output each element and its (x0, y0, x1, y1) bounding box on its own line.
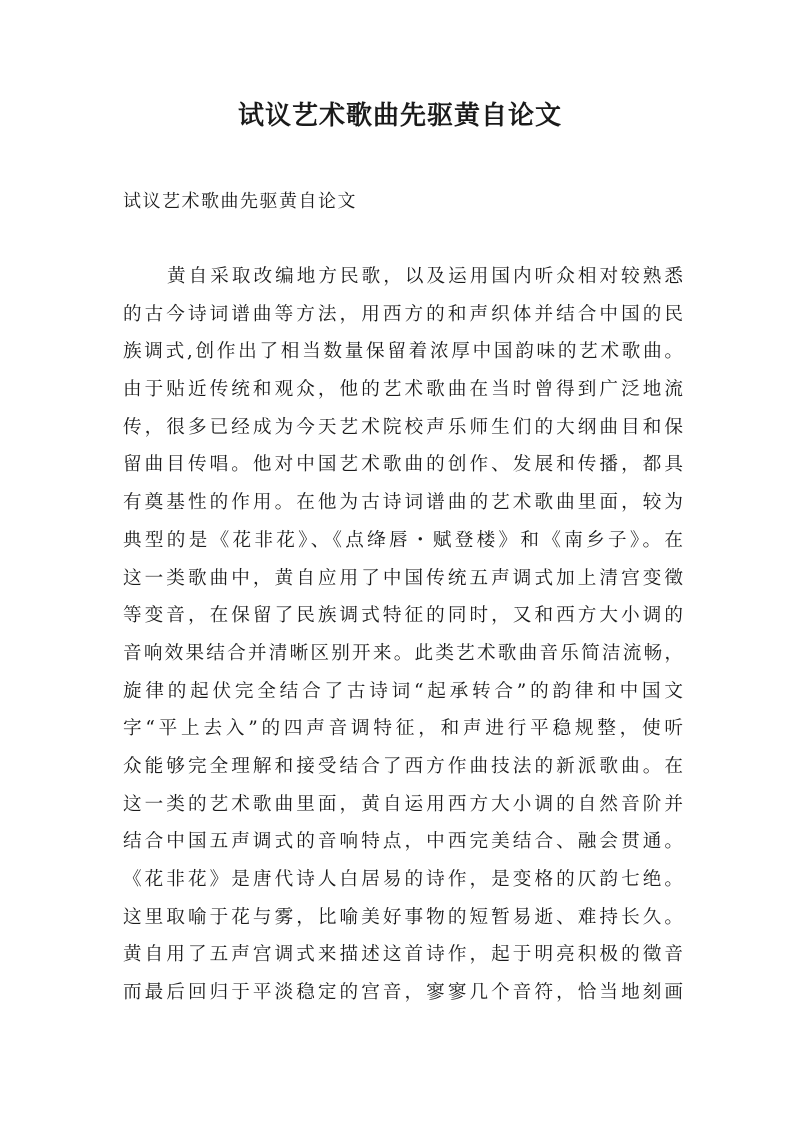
body-line: 结合中国五声调式的音响特点，中西完美结合、融会贯通。 (123, 831, 683, 853)
body-line: 而最后回归于平淡稳定的宫音，寥寥几个音符，恰当地刻画 (123, 982, 683, 1004)
body-line: 字“平上去入”的四声音调特征，和声进行平稳规整，使听 (123, 718, 683, 740)
body-line: 由于贴近传统和观众，他的艺术歌曲在当时曾得到广泛地流 (123, 379, 683, 401)
body-line: 黄自用了五声宫调式来描述这首诗作，起于明亮积极的徵音 (123, 944, 683, 966)
body-line: 族调式,创作出了相当数量保留着浓厚中国韵味的艺术歌曲。 (123, 341, 683, 363)
body-line: 《花非花》是唐代诗人白居易的诗作，是变格的仄韵七绝。 (123, 869, 683, 890)
body-line: 留曲目传唱。他对中国艺术歌曲的创作、发展和传播，都具 (123, 454, 683, 476)
document-title: 试议艺术歌曲先驱黄自论文 (237, 101, 562, 131)
body-text (123, 258, 693, 1012)
body-line: 这一类的艺术歌曲里面，黄自运用西方大小调的自然音阶并 (123, 793, 683, 815)
body-line: 传，很多已经成为今天艺术院校声乐师生们的大纲曲目和保 (123, 416, 683, 438)
body-line: 的古今诗词谱曲等方法，用西方的和声织体并结合中国的民 (123, 303, 683, 325)
body-line: 旋律的起伏完全结合了古诗词“起承转合”的韵律和中国文 (123, 680, 683, 702)
document-subtitle: 试议艺术歌曲先驱黄自论文 (123, 191, 357, 212)
body-line: 黄自采取改编地方民歌，以及运用国内听众相对较熟悉 (167, 266, 683, 287)
body-line: 这一类歌曲中，黄自应用了中国传统五声调式加上清宫变徵 (123, 567, 683, 589)
body-line: 等变音，在保留了民族调式特征的同时，又和西方大小调的 (123, 605, 683, 627)
body-line: 典型的是《花非花》、《点绛唇・赋登楼》和《南乡子》。在 (123, 529, 683, 551)
body-line: 众能够完全理解和接受结合了西方作曲技法的新派歌曲。在 (123, 755, 683, 777)
body-line: 有奠基性的作用。在他为古诗词谱曲的艺术歌曲里面，较为 (123, 492, 683, 514)
body-line: 音响效果结合并清晰区别开来。此类艺术歌曲音乐简洁流畅， (123, 642, 683, 664)
body-line: 这里取喻于花与雾，比喻美好事物的短暂易逝、难持长久。 (123, 906, 683, 928)
